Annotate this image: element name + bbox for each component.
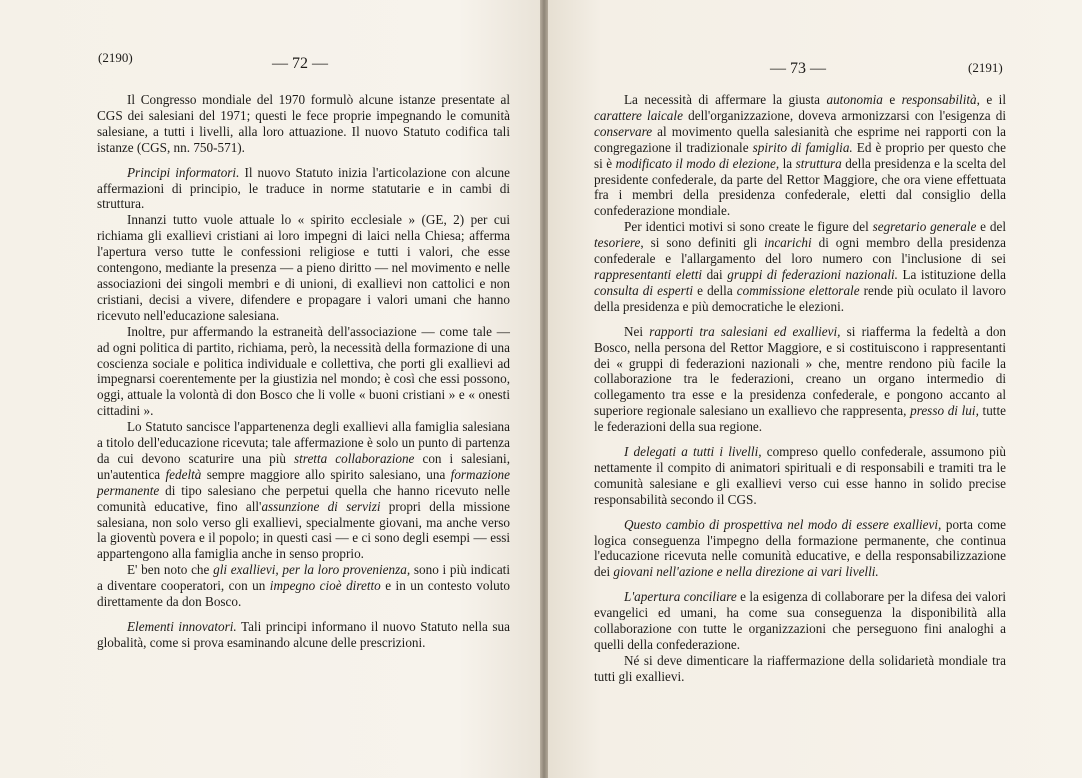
body-paragraph xyxy=(97,165,510,213)
italic-text: assunzione di servizi xyxy=(261,498,381,514)
text-run: , si sono definiti gli xyxy=(640,235,765,251)
body-paragraph xyxy=(594,653,1006,685)
body-paragraph xyxy=(594,219,1006,314)
left-page-code: (2190) xyxy=(98,50,133,65)
text-run: rende più oculato il lavoro della presidenza e più democratiche le elezioni. xyxy=(594,282,1006,314)
text-run: Nei xyxy=(624,323,650,339)
italic-text: presso di lui, xyxy=(910,403,979,419)
text-run: Innanzi tutto vuole attuale lo « spirito ecclesiale » (GE, 2) per cui richiama gli exallievi cristiani ai loro impegni di laici nella Chiesa; afferma l'apertura verso tutte le confessioni religiose e tutti i valori, che esse contengono, mediante la presenza — a pieno diritto — nel movimento e nelle associazioni dei singoli membri e di unioni, di exallievi non cattolici e non cristiani, decisi a vivere, difendere e propagare i valori umani che hanno ricevuto nell'educazione salesiana. xyxy=(97,212,510,323)
body-paragraph xyxy=(594,444,1006,508)
text-run: di ogni membro della presidenza confederale e l'allargamento del loro numero con l'inclusione di sei xyxy=(594,235,1006,267)
text-run: Tali principi informano il nuovo Statuto nella sua globalità, come si prova esaminando alcune delle prescrizioni. xyxy=(97,619,510,650)
text-run: compreso quello confederale, assumono più nettamente il compito di animatori spirituali e di responsabili e tramiti tra le comunità salesiane e gli exallievi verso cui esse hanno in solido precise responsabilità secondo il CGS. xyxy=(594,444,1007,507)
italic-text: incarichi xyxy=(764,235,812,251)
text-run: dell'organizzazione, doveva armonizzarsi con l'esigenza di xyxy=(682,107,1006,123)
italic-text: tesoriere xyxy=(594,235,641,251)
text-run: sono i più indicati a diventare cooperatori, con un xyxy=(97,562,510,594)
text-run: Né si deve dimenticare la riaffermazione della solidarietà mondiale tra tutti gli exallievi. xyxy=(594,652,1006,684)
left-page-number: — 72 — xyxy=(272,55,328,72)
italic-text: spirito di famiglia. xyxy=(752,139,853,155)
text-run: sempre maggiore allo spirito salesiano, una xyxy=(201,466,451,482)
right-page-code: (2191) xyxy=(968,60,1003,75)
text-run: Ed è proprio per questo che si è xyxy=(594,139,1006,171)
italic-text: rappresentanti eletti xyxy=(594,266,703,282)
text-run: , e il xyxy=(976,92,1006,107)
body-paragraph xyxy=(97,562,510,610)
italic-text: Questo cambio di prospettiva nel modo di essere exallievi, xyxy=(624,516,942,532)
text-run: e in un contesto voluto direttamente da don Bosco. xyxy=(97,578,511,610)
text-run: di tipo salesiano che perpetui quella che hanno ricevuto nelle comunità educative, fino all' xyxy=(97,482,510,514)
body-paragraph xyxy=(97,212,510,323)
italic-text: Principi informatori. xyxy=(127,164,240,180)
text-run: E' ben noto che xyxy=(127,562,214,578)
text-run: dai xyxy=(702,266,728,282)
italic-text: gli exallievi, per la loro provenienza, xyxy=(213,562,411,578)
text-run: al movimento quella salesianità che esprime nei rapporti con la congregazione il tradizionale xyxy=(594,123,1006,155)
italic-text: struttura xyxy=(795,155,842,171)
text-run: si riafferma la fedeltà a don Bosco, nella persona del Rettor Maggiore, e si costituiscono i rappresentanti dei « gruppi di federazioni nazionali » che, mentre rendono più facile la collaborazione tra le federazioni, creano un organo intermedio di collegamento tra esse e la presidenza confederale, e pongono accanto al superiore regionale salesiano un exallievo che rappresenta, xyxy=(594,323,1007,419)
text-run: porta come logica conseguenza l'impegno della formazione permanente, che continua l'educazione ricevuta nelle comunità educative, e della responsabilizzazione dei xyxy=(594,516,1007,580)
body-paragraph xyxy=(97,419,510,562)
italic-text: formazione permanente xyxy=(97,466,510,498)
italic-text: fedeltà xyxy=(165,466,202,482)
text-run: e la esigenza di collaborare per la difesa dei valori evangelici ed umani, ha come sua conseguenza la disponibilità alla collaborazione con tutte le organizzazioni che perseguono fini analoghi a quelli della confederazione. xyxy=(594,589,1006,652)
italic-text: consulta di esperti xyxy=(594,282,694,298)
text-run: Inoltre, pur affermando la estraneità dell'associazione — come tale — ad ogni politica di partito, richiama, però, la necessità della formazione di una coscienza sociale e politica individuale e collettiva, che porti gli exallievi ad impegnarsi coerentemente per la giustizia nel mondo; è così che essi possono, oggi, attuale la volontà di don Bosco che li volle « buoni cristiani » e « onesti cittadini ». xyxy=(97,323,510,419)
text-run: Il nuovo Statuto inizia l'articolazione con alcune affermazioni di principio, le traduce in norme statutarie e in cambi di struttura. xyxy=(97,164,510,212)
book-gutter xyxy=(540,0,548,778)
body-paragraph xyxy=(594,589,1006,653)
body-paragraph xyxy=(97,92,510,156)
text-run: e della xyxy=(693,282,737,298)
text-run: Per identici motivi si sono create le figure del xyxy=(624,219,873,235)
body-paragraph xyxy=(594,517,1006,581)
italic-text: modificato il modo di elezione, xyxy=(615,155,780,171)
italic-text: segretario generale xyxy=(872,219,977,235)
body-paragraph xyxy=(594,324,1006,435)
italic-text: carattere laicale xyxy=(594,107,683,123)
text-run: e del xyxy=(976,219,1006,235)
italic-text: conservare xyxy=(594,123,653,139)
text-run: La istituzione della xyxy=(897,266,1006,282)
body-paragraph xyxy=(594,92,1006,219)
italic-text: I delegati a tutti i livelli, xyxy=(624,444,762,460)
italic-text: Elementi innovatori. xyxy=(127,619,237,634)
text-run: della presidenza e la scelta del presidente confederale, da parte del Rettor Maggiore, che ora viene effettuata fra i membri della presidenza confederale, eletti dal consiglio della confederazione mondiale. xyxy=(594,155,1006,219)
text-run: la xyxy=(779,155,796,171)
italic-text: responsabilità xyxy=(901,92,977,107)
text-run: tutte le federazioni della sua regione. xyxy=(594,403,1006,435)
right-page-number: — 73 — xyxy=(770,60,826,77)
italic-text: commissione elettorale xyxy=(736,282,860,298)
text-run: Lo Statuto sancisce l'appartenenza degli exallievi alla famiglia salesiana a titolo dell'educazione ricevuta; tale affermazione è solo un punto di partenza da cui devono scaturire una più xyxy=(97,419,510,466)
italic-text: autonomia xyxy=(826,92,883,107)
body-paragraph xyxy=(97,324,510,419)
italic-text: rapporti tra salesiani ed exallievi, xyxy=(649,323,841,339)
text-run: Il Congresso mondiale del 1970 formulò alcune istanze presentate al CGS dei salesiani del 1971; questi le fece proprie impegnando le comunità salesiane, a tutti i livelli, alla loro attuazione. Il nuovo Statuto codifica tali istanze (CGS, nn. 750-571). xyxy=(97,92,510,155)
italic-text: L'apertura conciliare xyxy=(624,589,737,605)
text-run: La necessità di affermare la giusta xyxy=(624,92,827,107)
italic-text: giovani nell'azione e nella direzione ai vari livelli. xyxy=(613,564,879,580)
text-run: propri della missione salesiana, non solo verso gli exallievi, specialmente giovani, ma anche verso la gioventù povera e il popolo; in questi casi — e ci sono degli esempi — essi appartengono alla famiglia anche in senso proprio. xyxy=(97,498,510,562)
text-run: e xyxy=(882,92,902,107)
left-text-column xyxy=(97,92,510,651)
italic-text: stretta collaborazione xyxy=(294,450,415,466)
text-run: con i salesiani, un'autentica xyxy=(97,450,510,482)
body-paragraph xyxy=(97,619,510,651)
italic-text: gruppi di federazioni nazionali. xyxy=(727,266,898,282)
italic-text: impegno cioè diretto xyxy=(269,578,381,594)
right-text-column xyxy=(594,92,1006,685)
